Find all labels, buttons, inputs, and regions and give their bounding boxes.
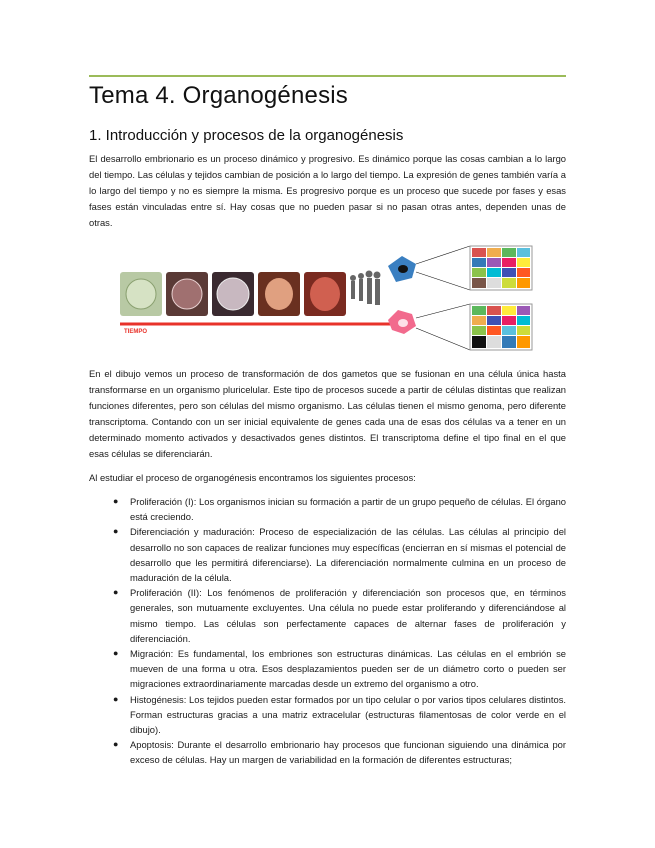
cell-types [388, 246, 470, 350]
list-item: ● Diferenciación y maduración: Proceso de especialización de las células. Las células al principio del desarrollo no son capaces de realizar funciones muy específicas (encierran en sí mismas el potencial de desarrollo que les permitirá diferenciarse). La diferenciación normalmente culmina en un proceso de maduración de la célula. [113, 526, 566, 584]
zygote-circle [126, 279, 156, 309]
list-item-term: Proliferación (I) [130, 496, 194, 507]
list-item: ● Apoptosis: Durante el desarrollo embrionario hay procesos que funcionan siguiendo una dinámica por exceso de células. Hay un margen de variabilidad en la formación de diferentes estructuras; [113, 739, 566, 766]
transcriptome-grid-bottom [470, 304, 532, 350]
list-item-term: Apoptosis [130, 739, 172, 751]
list-item-text: : Es fundamental, los embriones son estructuras dinámicas. Las células en el embrión se mueven de una forma u otra. Esos desplazamientos pueden ser de un diámetro corto o pueden ser migraciones extraordinariamente marcadas desde un extremo del organismo a otro. [130, 648, 566, 690]
transcriptome-grid-top [470, 246, 532, 290]
human-figures [350, 271, 381, 306]
embryo-stages [120, 271, 381, 317]
morula-circle [172, 279, 202, 309]
list-item: ● Proliferación (II): Los fenómenos de proliferación y diferenciación son procesos que, en términos generales, son mutuamente excluyentes. Una célula no puede estar proliferando y diferenciándose al mismo tiempo. Las células son perfectamente capaces de alternar fases de proliferación y diferenciación. [113, 587, 566, 644]
paragraph-figure-description: En el dibujo vemos un proceso de transformación de dos gametos que se fusionan en una célula única hasta transformarse en un organismo pluricelular. Este tipo de procesos sucede a partir de células distintas que realizan funciones diferentes, pero son células del mismo organismo. Las células tienen el mismo genoma, pero diferente transcriptoma. Contando con un ser inicial equivalente de genes cada una de esas dos células va a tener en un determinado momento activados y desactivados genes distintos. El transcriptoma define el tipo final en el que esas células se diferenciarán. [89, 368, 566, 459]
list-item: ● Histogénesis: Los tejidos pueden estar formados por un tipo celular o por varios tipos celulares distintos. Forman estructuras gracias a una matriz extracelular (estructuras filamentosas de color verde en el dibujo). [113, 693, 566, 736]
process-list [89, 494, 566, 768]
list-item-text: : Los fenómenos de proliferación y diferenciación son procesos que, en términos generales, son mutuamente excluyentes. Una célula no puede estar proliferando y diferenciándose al mismo tiempo. Las células son perfectamente capaces de alternar fases de proliferación y diferenciación. [130, 587, 566, 644]
section-heading: 1. Introducción y procesos de la organogénesis [89, 127, 404, 144]
list-item-term: Proliferación (II) [130, 587, 200, 599]
fetus-form [310, 277, 340, 311]
list-item: ● Proliferación (I): Los organismos inician su formación a partir de un grupo pequeño de células. El órgano está creciendo. [113, 496, 566, 523]
list-item-term: Diferenciación y maduración [130, 526, 253, 538]
development-figure [120, 238, 550, 358]
list-item-text: : Durante el desarrollo embrionario hay procesos que funcionan siguiendo una dinámica por exceso de células. Hay un margen de variabilidad en la formación de diferentes estructuras; [130, 739, 566, 766]
list-item-term: Histogénesis [130, 693, 184, 705]
embryo-form [265, 278, 293, 310]
list-item-text: : Los organismos inician su formación a partir de un grupo pequeño de células. El órgano está creciendo. [130, 496, 566, 523]
list-item: ● Migración: Es fundamental, los embriones son estructuras dinámicas. Las células en el embrión se mueven de una forma u otra. Esos desplazamientos pueden ser de un diámetro corto o pueden ser migraciones extraordinariamente marcadas desde un extremo del organismo a otro. [113, 648, 566, 690]
time-label: TIEMPO [124, 329, 148, 335]
page-title: Tema 4. Organogénesis [89, 82, 349, 109]
list-item-text: : Proceso de especialización de las células. Las células al principio del desarrollo no son capaces de realizar funciones muy específicas (encierran en sí mismas el potencial de desarrollo que les permitirá diferenciarse). La diferenciación normalmente culmina en un proceso de maduración de la célula. [130, 526, 566, 584]
title-rule [89, 75, 566, 77]
list-item-term: Migración [130, 648, 171, 660]
blastocyst-circle [217, 278, 249, 310]
paragraph-intro: El desarrollo embrionario es un proceso dinámico y progresivo. Es dinámico porque las cosas cambian a lo largo del tiempo. Las células y tejidos cambian de posición a lo largo del tiempo. La expresión de genes también varía a lo largo del tiempo y no es siempre la misma. Es progresivo porque es un proceso que sucede por fases y esas fases están vinculadas entre sí. Hay cosas que no pueden pasar si no pasan otras antes, dependen unas de otras. [89, 153, 566, 228]
paragraph-processes-intro: Al estudiar el proceso de organogénesis encontramos los siguientes procesos: [89, 472, 416, 483]
list-item-text: : Los tejidos pueden estar formados por un tipo celular o por varios tipos celulares distintos. Forman estructuras gracias a una matriz extracelular (estructuras filamentosas de color verde en el dibujo). [130, 693, 566, 736]
time-arrow [120, 318, 406, 335]
